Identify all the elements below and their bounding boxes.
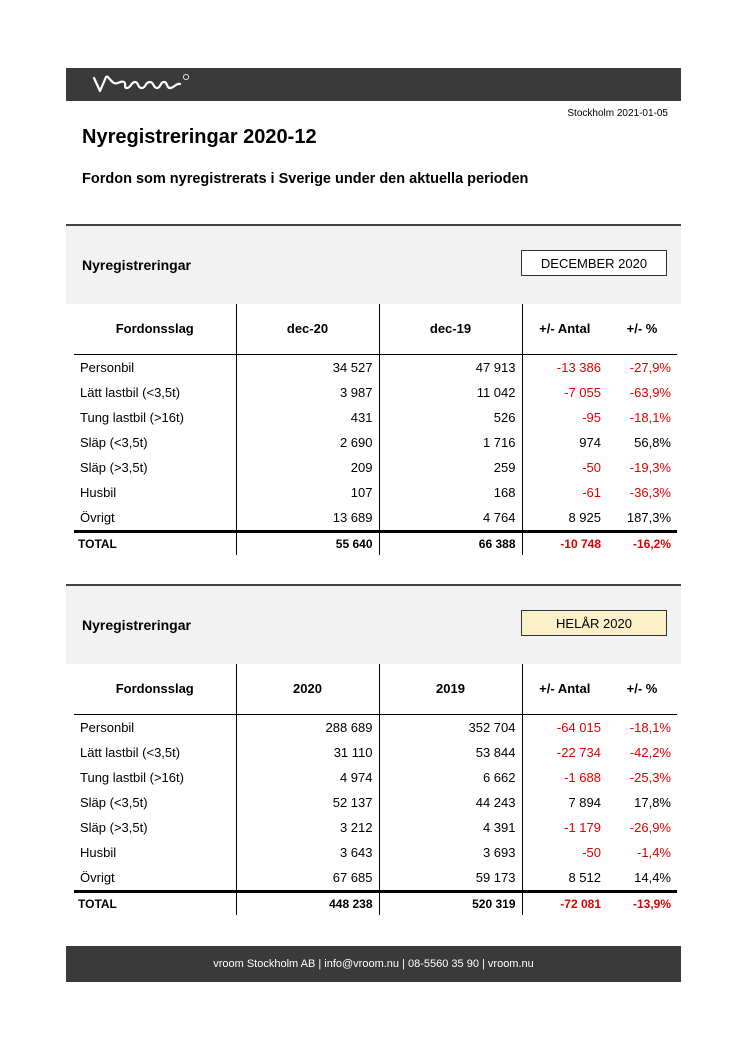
value-cell: 259 — [379, 455, 522, 480]
value-cell: -61 — [582, 485, 601, 500]
value-cell: 8 512 — [568, 870, 601, 885]
value-cell: 8 925 — [568, 510, 601, 525]
value-cell: -22 734 — [556, 745, 601, 760]
page-subtitle: Fordon som nyregistrerats i Sverige under den aktuella perioden — [82, 171, 529, 187]
table-row — [74, 455, 677, 480]
column-header: 2019 — [379, 664, 522, 712]
section-title: Nyregistreringar — [82, 617, 191, 633]
value-cell: -13 386 — [556, 360, 601, 375]
value-cell: 7 894 — [568, 795, 601, 810]
column-header: Fordonsslag — [74, 304, 236, 352]
section-header — [66, 224, 681, 304]
value-cell: 44 243 — [379, 790, 522, 815]
vehicle-type-cell: Personbil — [74, 355, 236, 381]
value-cell: -10 748 — [522, 532, 607, 556]
registrations-table — [74, 664, 677, 915]
period-label: HELÅR 2020 — [521, 610, 667, 636]
value-cell: -18,1% — [629, 720, 671, 735]
value-cell: 974 — [579, 435, 601, 450]
column-header: dec-19 — [379, 304, 522, 352]
value-cell: -7 055 — [564, 385, 601, 400]
footer-contact: vroom Stockholm AB | info@vroom.nu | 08-5560 35 90 | vroom.nu — [213, 958, 534, 970]
value-cell: -27,9% — [629, 360, 671, 375]
footer-bar — [66, 946, 681, 982]
column-header: dec-20 — [236, 304, 379, 352]
value-cell: 53 844 — [379, 740, 522, 765]
vehicle-type-cell: Tung lastbil (>16t) — [74, 765, 236, 790]
value-cell: 47 913 — [379, 355, 522, 381]
table-row — [74, 765, 677, 790]
value-cell: -1 179 — [564, 820, 601, 835]
value-cell: 3 693 — [379, 840, 522, 865]
value-cell: -18,1% — [629, 410, 671, 425]
report-date: Stockholm 2021-01-05 — [567, 108, 668, 119]
value-cell: 55 640 — [236, 532, 379, 556]
value-cell: 3 643 — [236, 840, 379, 865]
table-row — [74, 790, 677, 815]
value-cell: -19,3% — [629, 460, 671, 475]
vehicle-type-cell: Släp (<3,5t) — [74, 430, 236, 455]
value-cell: 14,4% — [634, 870, 671, 885]
value-cell: 4 974 — [236, 765, 379, 790]
value-cell: 34 527 — [236, 355, 379, 381]
section-title: Nyregistreringar — [82, 257, 191, 273]
value-cell: -63,9% — [629, 385, 671, 400]
table-row — [74, 865, 677, 892]
column-header: +/- Antal — [539, 320, 591, 336]
vehicle-type-cell: TOTAL — [74, 892, 236, 916]
value-cell: -36,3% — [629, 485, 671, 500]
table-row — [74, 505, 677, 532]
table-row — [74, 480, 677, 505]
value-cell: 107 — [236, 480, 379, 505]
table-row — [74, 715, 677, 741]
vehicle-type-cell: Husbil — [74, 480, 236, 505]
value-cell: -25,3% — [629, 770, 671, 785]
vehicle-type-cell: Husbil — [74, 840, 236, 865]
registrations-table — [74, 304, 677, 555]
table-header-row — [74, 304, 677, 352]
value-cell: 1 716 — [379, 430, 522, 455]
column-header: 2020 — [236, 664, 379, 712]
column-header: +/- Antal — [539, 680, 591, 696]
vehicle-type-cell: Släp (>3,5t) — [74, 815, 236, 840]
value-cell: 66 388 — [379, 532, 522, 556]
column-header: +/- % — [626, 320, 658, 336]
value-cell: 168 — [379, 480, 522, 505]
vehicle-type-cell: Övrigt — [74, 505, 236, 532]
table-row — [74, 405, 677, 430]
table-row — [74, 815, 677, 840]
column-header: +/- % — [626, 680, 658, 696]
vehicle-type-cell: Släp (<3,5t) — [74, 790, 236, 815]
vroom-logo — [90, 71, 200, 97]
value-cell: 31 110 — [236, 740, 379, 765]
value-cell: 67 685 — [236, 865, 379, 892]
vehicle-type-cell: Övrigt — [74, 865, 236, 892]
value-cell: -50 — [582, 845, 601, 860]
vehicle-type-cell: Släp (>3,5t) — [74, 455, 236, 480]
table-row — [74, 840, 677, 865]
total-row — [74, 532, 677, 556]
table-header-row — [74, 664, 677, 712]
period-label: DECEMBER 2020 — [521, 250, 667, 276]
value-cell: 526 — [379, 405, 522, 430]
table-row — [74, 430, 677, 455]
value-cell: 3 212 — [236, 815, 379, 840]
value-cell: 3 987 — [236, 380, 379, 405]
value-cell: -50 — [582, 460, 601, 475]
table-row — [74, 380, 677, 405]
value-cell: -26,9% — [629, 820, 671, 835]
value-cell: -95 — [582, 410, 601, 425]
total-row — [74, 892, 677, 916]
vehicle-type-cell: Tung lastbil (>16t) — [74, 405, 236, 430]
value-cell: 52 137 — [236, 790, 379, 815]
value-cell: 6 662 — [379, 765, 522, 790]
value-cell: 2 690 — [236, 430, 379, 455]
value-cell: -13,9% — [607, 892, 677, 916]
vehicle-type-cell: TOTAL — [74, 532, 236, 556]
value-cell: 13 689 — [236, 505, 379, 532]
vehicle-type-cell: Lätt lastbil (<3,5t) — [74, 740, 236, 765]
vehicle-type-cell: Personbil — [74, 715, 236, 741]
page-title: Nyregistreringar 2020-12 — [82, 126, 317, 148]
value-cell: 187,3% — [626, 510, 671, 525]
section-monthly — [66, 224, 681, 555]
value-cell: 431 — [236, 405, 379, 430]
value-cell: 448 238 — [236, 892, 379, 916]
value-cell: -72 081 — [522, 892, 607, 916]
value-cell: 288 689 — [236, 715, 379, 741]
value-cell: 520 319 — [379, 892, 522, 916]
value-cell: 352 704 — [379, 715, 522, 741]
value-cell: -16,2% — [607, 532, 677, 556]
value-cell: 4 764 — [379, 505, 522, 532]
header-bar — [66, 68, 681, 101]
value-cell: 11 042 — [379, 380, 522, 405]
value-cell: -1,4% — [637, 845, 671, 860]
value-cell: 59 173 — [379, 865, 522, 892]
value-cell: -64 015 — [556, 720, 601, 735]
vehicle-type-cell: Lätt lastbil (<3,5t) — [74, 380, 236, 405]
value-cell: 17,8% — [634, 795, 671, 810]
value-cell: 209 — [236, 455, 379, 480]
value-cell: -42,2% — [629, 745, 671, 760]
value-cell: 56,8% — [634, 435, 671, 450]
section-header — [66, 584, 681, 664]
column-header: Fordonsslag — [74, 664, 236, 712]
table-row — [74, 740, 677, 765]
table-row — [74, 355, 677, 381]
section-yearly — [66, 584, 681, 915]
value-cell: -1 688 — [564, 770, 601, 785]
value-cell: 4 391 — [379, 815, 522, 840]
